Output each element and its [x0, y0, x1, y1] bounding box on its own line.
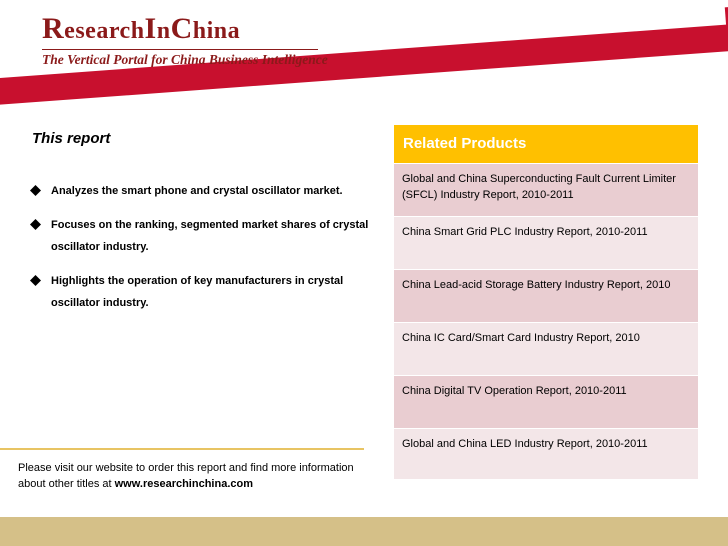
- footer-divider: [0, 448, 364, 450]
- related-product-label: Global and China LED Industry Report, 2010-2011: [402, 438, 648, 450]
- report-bullet: [30, 270, 390, 314]
- header-banner: [0, 0, 728, 110]
- logo-text-hina: hina: [192, 18, 241, 44]
- related-product-item[interactable]: [394, 322, 698, 375]
- report-bullet-text: Analyzes the smart phone and crystal oscillator market.: [51, 185, 343, 197]
- report-title: This report: [32, 130, 111, 147]
- tagline: The Vertical Portal for China Business Intelligence: [42, 52, 328, 67]
- related-product-label: China IC Card/Smart Card Industry Report, 2010: [402, 332, 640, 344]
- related-product-item[interactable]: [394, 216, 698, 269]
- related-product-item[interactable]: [394, 428, 698, 479]
- report-bullet-text: Focuses on the ranking, segmented market shares of crystal oscillator industry.: [51, 219, 369, 253]
- logo-letter-c: C: [170, 12, 193, 45]
- logo[interactable]: [42, 12, 240, 46]
- logo-text-esearch: esearch: [64, 18, 145, 44]
- related-product-label: China Lead-acid Storage Battery Industry Report, 2010: [402, 279, 671, 291]
- logo-letter-r: R: [42, 12, 65, 45]
- related-products-panel: [394, 125, 698, 479]
- related-products-title: Related Products: [394, 125, 698, 163]
- footer-note: [18, 460, 378, 492]
- logo-letter-i: I: [144, 12, 157, 45]
- diamond-icon: [30, 275, 41, 286]
- related-product-item[interactable]: [394, 269, 698, 322]
- diamond-icon: [30, 219, 41, 230]
- website-link[interactable]: www.researchinchina.com: [114, 478, 253, 490]
- report-bullet: [30, 180, 390, 202]
- related-product-item[interactable]: [394, 375, 698, 428]
- report-bullet-list: [30, 180, 390, 326]
- report-bullet-text: Highlights the operation of key manufacturers in crystal oscillator industry.: [51, 275, 344, 309]
- related-product-label: Global and China Superconducting Fault Current Limiter (SFCL) Industry Report, 2010-2011: [402, 173, 676, 201]
- related-product-item[interactable]: [394, 163, 698, 216]
- footer-band: [0, 517, 728, 546]
- diamond-icon: [30, 185, 41, 196]
- report-bullet: [30, 214, 390, 258]
- related-product-label: China Digital TV Operation Report, 2010-2011: [402, 385, 627, 397]
- footer-note-text: Please visit our website to order this report and find more information about other titles at: [18, 462, 354, 490]
- logo-underline: [42, 49, 318, 50]
- related-product-label: China Smart Grid PLC Industry Report, 2010-2011: [402, 226, 648, 238]
- logo-text-n: n: [156, 18, 171, 44]
